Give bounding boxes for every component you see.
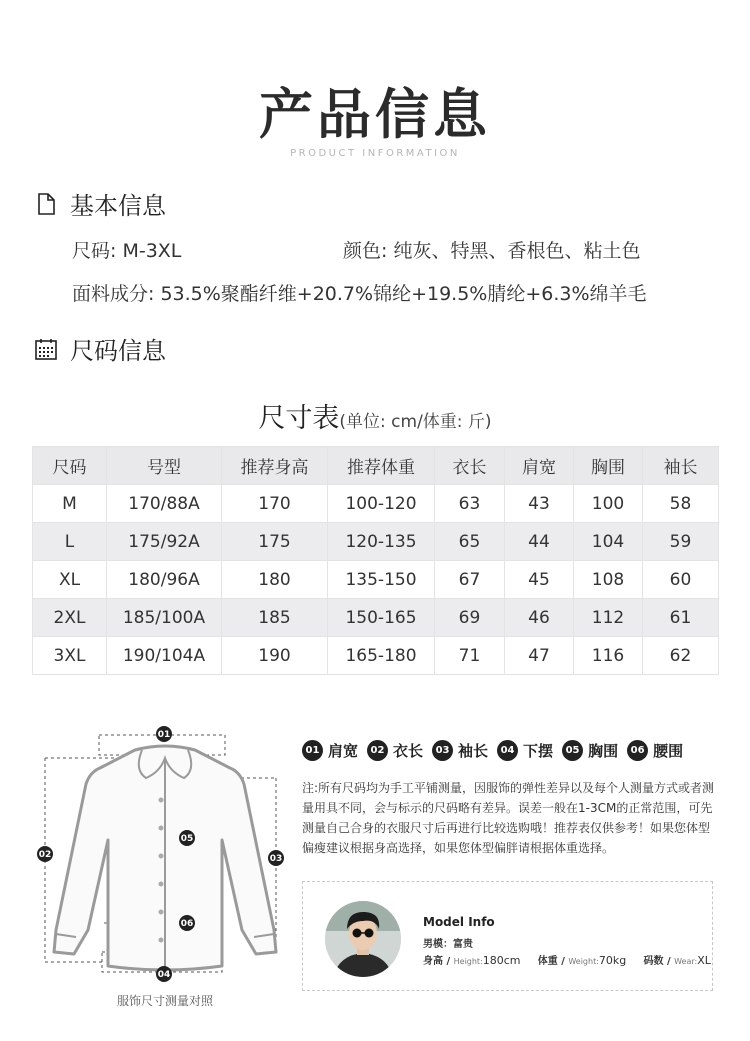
- table-cell: 185/100A: [107, 599, 222, 637]
- table-cell: 175/92A: [107, 523, 222, 561]
- marker-03: [268, 850, 284, 866]
- table-cell: L: [33, 523, 107, 561]
- height-en-label: Height:: [453, 957, 483, 966]
- table-cell: 150-165: [328, 599, 435, 637]
- table-cell: 65: [435, 523, 505, 561]
- table-header-cell: 尺码: [33, 447, 107, 485]
- table-row: [33, 523, 719, 561]
- marker-02: [37, 846, 53, 862]
- fabric-composition-text: 面料成分: 53.5%聚酯纤维+20.7%锦纶+19.5%腈纶+6.3%绵羊毛: [72, 283, 647, 305]
- table-cell: 61: [643, 599, 719, 637]
- table-row: [33, 485, 719, 523]
- table-header-cell: 袖长: [643, 447, 719, 485]
- table-cell: 46: [505, 599, 574, 637]
- legend-item: [497, 740, 553, 761]
- table-cell: 165-180: [328, 637, 435, 675]
- calendar-icon: [34, 337, 58, 361]
- table-cell: 47: [505, 637, 574, 675]
- table-cell: 67: [435, 561, 505, 599]
- legend-label: 下摆: [523, 742, 554, 760]
- height-label: 身高 /: [423, 956, 454, 967]
- basic-info-title: 基本信息: [70, 192, 166, 220]
- table-cell: 170: [222, 485, 328, 523]
- weight-value: 70kg: [598, 954, 627, 967]
- page-title: 产品信息: [259, 83, 491, 146]
- model-stats: [423, 952, 725, 967]
- svg-text:04: 04: [157, 970, 171, 980]
- table-row: [33, 637, 719, 675]
- table-cell: 59: [643, 523, 719, 561]
- table-cell: 108: [574, 561, 643, 599]
- legend-item: [627, 740, 683, 761]
- size-range-text: 尺码: M-3XL: [72, 240, 182, 262]
- svg-text:02: 02: [38, 850, 52, 860]
- legend-item: [432, 740, 488, 761]
- table-cell: 185: [222, 599, 328, 637]
- table-header-cell: 胸围: [574, 447, 643, 485]
- table-cell: 170/88A: [107, 485, 222, 523]
- wear-value: XL: [697, 954, 711, 967]
- legend-label: 肩宽: [328, 742, 359, 760]
- legend-label: 胸围: [588, 742, 619, 760]
- table-cell: 120-135: [328, 523, 435, 561]
- table-row: [33, 561, 719, 599]
- svg-text:05: 05: [180, 834, 194, 844]
- table-row: [33, 599, 719, 637]
- table-header-cell: 肩宽: [505, 447, 574, 485]
- table-header-cell: 推荐身高: [222, 447, 328, 485]
- model-avatar: [325, 901, 401, 977]
- table-cell: 190/104A: [107, 637, 222, 675]
- size-table-title-text: 尺寸表: [258, 403, 340, 434]
- model-info-title: Model Info: [423, 915, 495, 929]
- table-header-cell: 号型: [107, 447, 222, 485]
- svg-text:06: 06: [180, 919, 194, 929]
- size-info-title: 尺码信息: [70, 337, 166, 365]
- legend-label: 衣长: [393, 742, 424, 760]
- table-cell: 180/96A: [107, 561, 222, 599]
- marker-01: [156, 726, 172, 742]
- table-cell: 104: [574, 523, 643, 561]
- legend-number: 06: [627, 740, 648, 761]
- shirt-measurement-diagram: [30, 720, 300, 990]
- table-cell: 116: [574, 637, 643, 675]
- legend-number: 02: [367, 740, 388, 761]
- marker-05: [179, 830, 195, 846]
- table-cell: 62: [643, 637, 719, 675]
- svg-text:03: 03: [269, 854, 283, 864]
- table-cell: XL: [33, 561, 107, 599]
- table-cell: 112: [574, 599, 643, 637]
- legend-label: 袖长: [458, 742, 489, 760]
- table-cell: 60: [643, 561, 719, 599]
- table-cell: 63: [435, 485, 505, 523]
- table-cell: M: [33, 485, 107, 523]
- table-cell: 69: [435, 599, 505, 637]
- table-cell: 43: [505, 485, 574, 523]
- marker-06: [179, 915, 195, 931]
- table-cell: 58: [643, 485, 719, 523]
- model-name: 男模：富贵: [423, 939, 473, 950]
- table-cell: 100: [574, 485, 643, 523]
- height-value: 180cm: [482, 954, 521, 967]
- legend-number: 03: [432, 740, 453, 761]
- size-table: [32, 446, 719, 675]
- page-subtitle: PRODUCT INFORMATION: [290, 148, 460, 159]
- table-cell: 175: [222, 523, 328, 561]
- legend-label: 腰围: [653, 742, 684, 760]
- table-header-cell: 推荐体重: [328, 447, 435, 485]
- table-header-cell: 衣长: [435, 447, 505, 485]
- legend-number: 04: [497, 740, 518, 761]
- legend-number: 01: [302, 740, 323, 761]
- size-table-unit: (单位: cm/体重: 斤): [339, 412, 492, 432]
- wear-en-label: Wear:: [674, 957, 698, 966]
- model-info-card: [302, 881, 713, 991]
- wear-label: 码数 /: [643, 956, 675, 967]
- table-cell: 71: [435, 637, 505, 675]
- table-cell: 135-150: [328, 561, 435, 599]
- legend-item: [367, 740, 423, 761]
- color-options-text: 颜色: 纯灰、特黑、香根色、粘土色: [343, 240, 641, 262]
- table-cell: 3XL: [33, 637, 107, 675]
- weight-en-label: Weight:: [568, 957, 599, 966]
- weight-label: 体重 /: [537, 956, 569, 967]
- table-cell: 180: [222, 561, 328, 599]
- table-cell: 2XL: [33, 599, 107, 637]
- table-cell: 45: [505, 561, 574, 599]
- table-header-row: [33, 447, 719, 485]
- table-cell: 100-120: [328, 485, 435, 523]
- legend-item: [562, 740, 618, 761]
- model-photo-icon: [325, 901, 401, 977]
- size-table-title: [0, 396, 750, 435]
- table-cell: 44: [505, 523, 574, 561]
- measurement-legend: [302, 740, 692, 761]
- document-icon: [34, 192, 58, 216]
- size-info-heading: [34, 331, 166, 366]
- legend-item: [302, 740, 358, 761]
- legend-number: 05: [562, 740, 583, 761]
- svg-text:01: 01: [157, 730, 171, 740]
- table-cell: 190: [222, 637, 328, 675]
- diagram-caption: 服饰尺寸测量对照: [116, 994, 213, 1008]
- basic-info-heading: [34, 186, 166, 221]
- measurement-note: 注:所有尺码均为手工平铺测量，因服饰的弹性差异以及每个人测量方式或者测量用具不同，会与标示的尺码略有差异。误差一般在1-3CM的正常范围，可先测量自己合身的衣服尺寸后再进行比较选购哦！推荐表仅供参考！如果您体型偏瘦建议根据身高选择，如果您体型偏胖请根据体重选择。: [302, 781, 715, 855]
- marker-04: [156, 966, 172, 982]
